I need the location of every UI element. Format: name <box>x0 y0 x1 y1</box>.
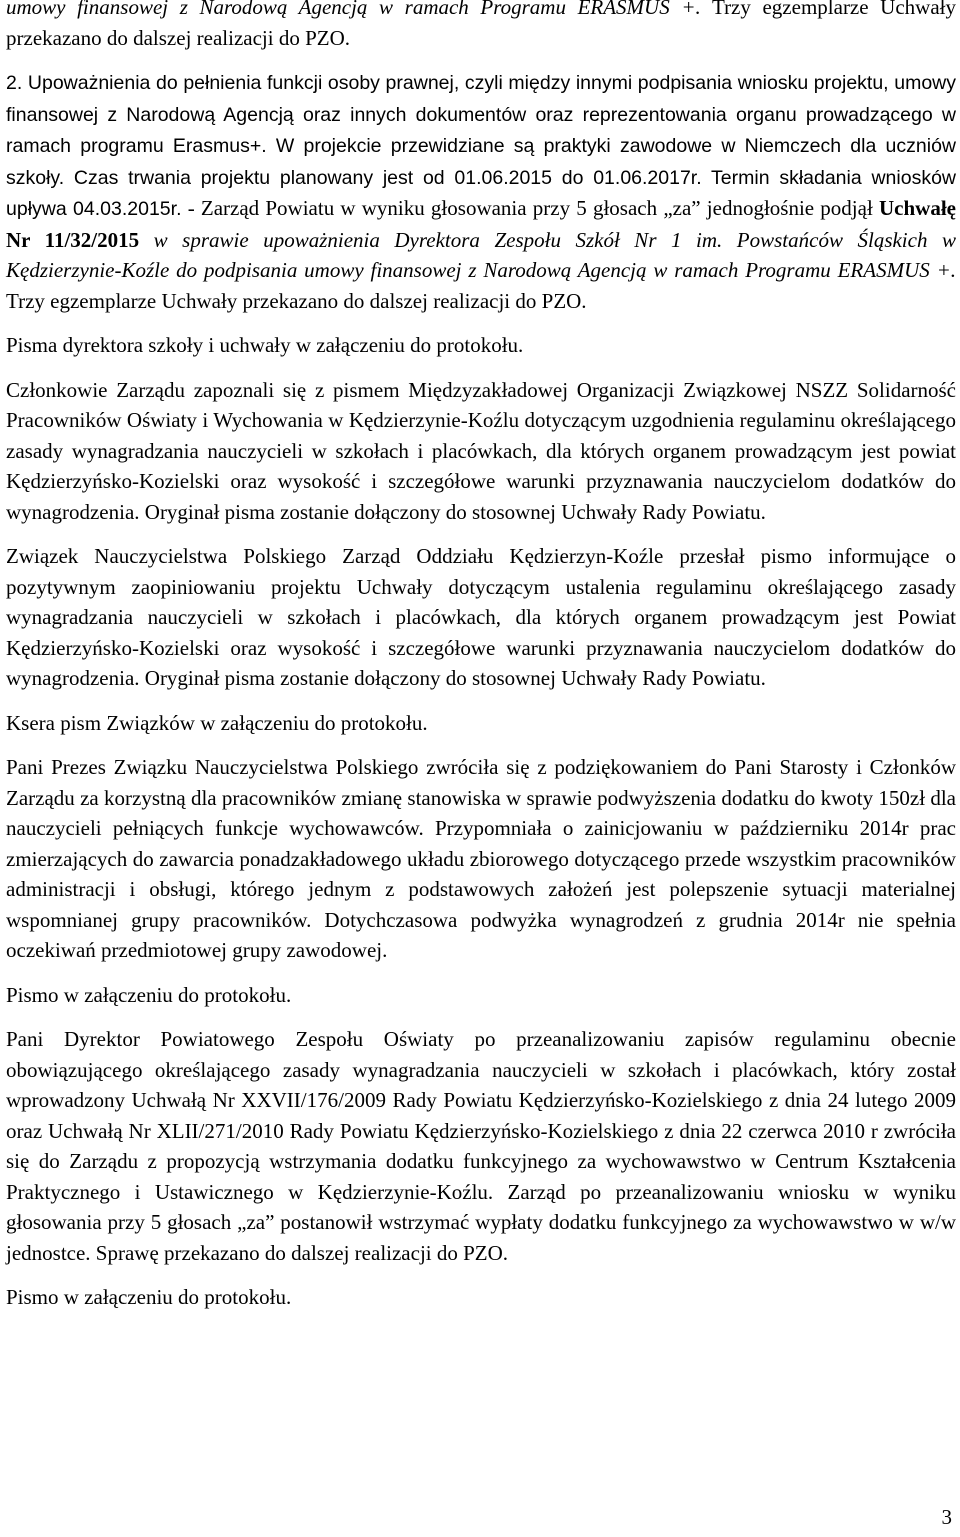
copies-note: Trzy egzemplarze Uchwały przekazano do dalszej realizacji do PZO. <box>6 0 956 50</box>
paragraph-solidarnosc-letter: Członkowie Zarządu zapoznali się z pismem Międzyzakładowej Organizacji Związkowej NSZZ Solidarność Pracowników Oświaty i Wychowania w Kędzierzynie-Koźlu dotyczącym uzgodnienia regulaminu określającego zasady wynagradzania nauczycieli w szkołach i placówkach, dla których organem prowadzącym jest powiat Kędzierzyńsko-Kozielski oraz wysokość i szczegółowe warunki przyznawania nauczycielom dodatków do wynagrodzenia. Oryginał pisma zostanie dołączony do stosownej Uchwały Rady Powiatu. <box>6 377 956 524</box>
authorization-description: 2. Upoważnienia do pełnienia funkcji osoby prawnej, czyli między innymi podpisania wniosku projektu, umowy finansowej z Narodową Agencją oraz innych dokumentów oraz reprezentowania organu prowadzącego w ramach programu Erasmus+. W projekcie przewidziane są praktyki zawodowe w Niemczech dla uczniów szkoły. Czas trwania projektu planowany jest od 01.06.2015 do 01.06.2017r. Termin składania wniosków upływa 04.03.2015r. <box>6 72 956 220</box>
paragraph-pzo-director: Pani Dyrektor Powiatowego Zespołu Oświaty po przeanalizowaniu zapisów regulaminu obecnie obowiązującego określającego zasady wynagradzania nauczycieli w szkołach i placówkach, który został wprowadzony Uchwałą Nr XXVII/176/2009 Rady Powiatu Kędzierzyńsko-Kozielskiego z dnia 24 lutego 2009 oraz Uchwałą Nr XLII/271/2010 Rady Powiatu Kędzierzyńsko-Kozielskiego z dnia 22 czerwca 2010 r zwróciła się do Zarządu z propozycją wstrzymania dodatku funkcyjnego za wychowawstwo w Centrum Kształcenia Praktycznego i Ustawicznego w Kędzierzynie-Koźlu. Zarząd po przeanalizowaniu wniosku w wyniku głosowania przy 5 głosach „za” postanowił wstrzymać wypłaty dodatku funkcyjnego za wychowawstwo w w/w jednostce. Sprawę przekazano do dalszej realizacji do PZO. <box>6 1027 956 1265</box>
attachments-note-2: Ksera pism Związków w załączeniu do protokołu. <box>6 710 428 735</box>
paragraph-znp-letter: Związek Nauczycielstwa Polskiego Zarząd Oddziału Kędzierzyn-Koźle przesłał pismo informujące o pozytywnym zaopiniowaniu projektu Uchwały dotyczącym ustalenia regulaminu określającego zasady wynagradzania nauczycieli w szkołach i placówkach, dla których organem prowadzącym jest Powiat Kędzierzyńsko-Kozielski oraz wysokość i szczegółowe warunki przyznawania nauczycielom dodatków do wynagrodzenia. Oryginał pisma zostanie dołączony do stosownej Uchwały Rady Powiatu. <box>6 544 956 690</box>
resolution-subject: w sprawie upoważnienia Dyrektora Zespołu Szkół Nr 1 im. Powstańców Śląskich w Kędzierzynie-Koźle do podpisania umowy finansowej z Narodową Agencją w ramach Programu ERASMUS +. <box>6 227 956 282</box>
page-number: 3 <box>941 1505 952 1529</box>
resolution-title-italic: umowy finansowej z Narodową Agencją w ramach Programu ERASMUS +. <box>6 0 701 19</box>
attachments-note-3: Pismo w załączeniu do protokołu. <box>6 982 292 1007</box>
paragraph-erasmus-continuation <box>6 0 956 53</box>
attachments-note-4: Pismo w załączeniu do protokołu. <box>6 1285 292 1309</box>
document-page <box>6 0 956 1327</box>
attachments-note-1: Pisma dyrektora szkoły i uchwały w załączeniu do protokołu. <box>6 333 524 357</box>
copies-note: Trzy egzemplarze Uchwały przekazano do dalszej realizacji do PZO. <box>6 288 587 313</box>
resolution-number: Uchwałę Nr 11/32/2015 <box>6 196 956 252</box>
vote-statement: - Zarząd Powiatu w wyniku głosowania przy 5 głosach „za” jednogłośnie podjął <box>181 196 879 220</box>
paragraph-znp-president: Pani Prezes Związku Nauczycielstwa Polskiego zwróciła się z podziękowaniem do Pani Starosty i Członków Zarządu za korzystną dla pracowników zmianę stanowiska w sprawie podwyższenia dodatku do kwoty 150zł dla nauczycieli pełniących funkcje wychowawców. Przypomniała o zainicjowaniu w październiku 2014r prac zmierzających do zawarcia ponadzakładowego układu zbiorowego dotyczącego przede wszystkim pracowników administracji i obsługi, którego jednym z podstawowych założeń jest polepszenie sytuacji materialnej wspomnianej grupy pracowników. Dotychczasowa podwyżka wynagrodzeń z grudnia 2014r nie spełnia oczekiwań przedmiotowej grupy zawodowej. <box>6 755 956 962</box>
paragraph-erasmus-authorization <box>6 67 956 316</box>
